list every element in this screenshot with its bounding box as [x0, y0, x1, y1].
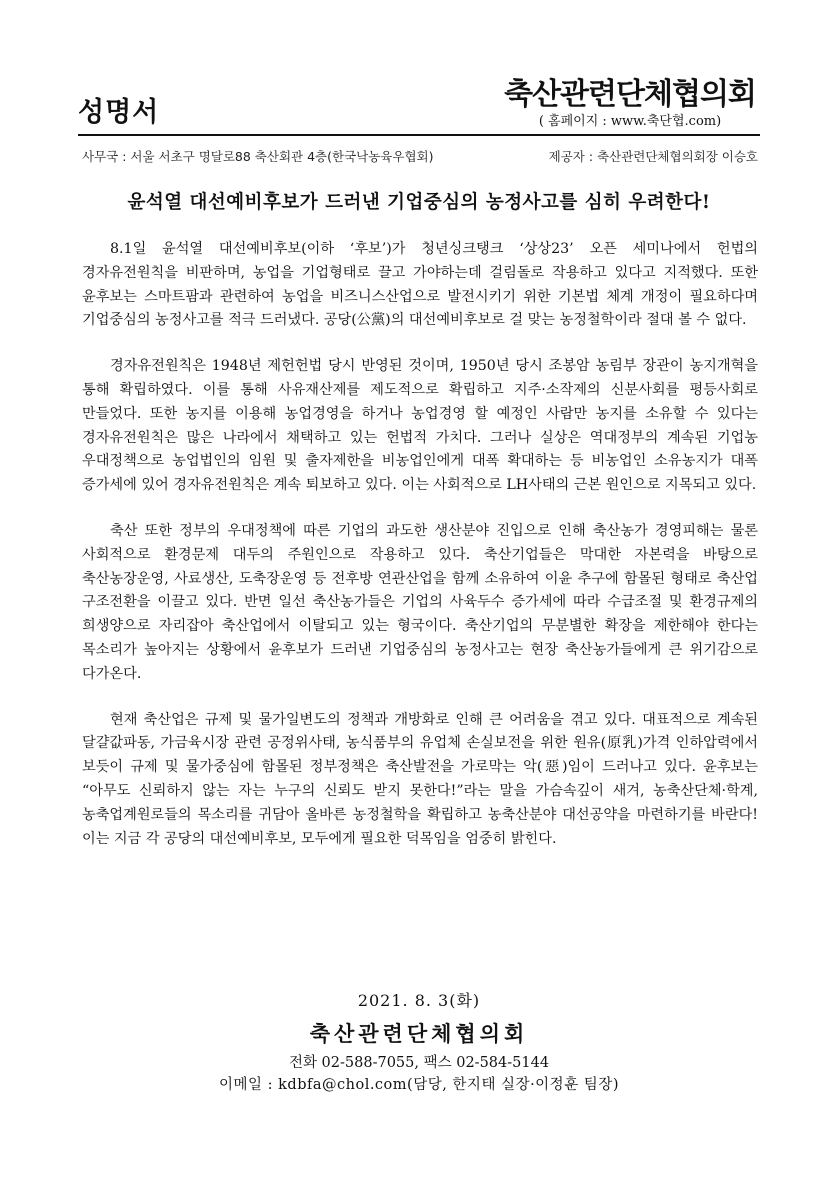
- document-header: [78, 78, 760, 134]
- signature-block: [78, 990, 760, 1095]
- paragraph-4: 현재 축산업은 규제 및 물가일변도의 정책과 개방화로 인해 큰 어려움을 겪고 있다. 대표적으로 계속된 달걀값파동, 가금육시장 관련 공정위사태, 농식품부의 유업체 손실보전을 위한 원유(原乳)가격 인하압력에서 보듯이 규제 및 물가중심에 함몰된 정부정책은 축산발전을 가로막는 악(惡)임이 드러나고 있다. 윤후보는 “아무도 신뢰하지 않는 자는 누구의 신뢰도 받지 못한다!”라는 말을 가슴속깊이 새겨, 농축산단체·학계, 농축업계원로들의 목소리를 귀담아 올바른 농정철학을 확립하고 농축산분야 대선공약을 마련하기를 바란다! 이는 지금 각 공당의 대선예비후보, 모두에게 필요한 덕목임을 엄중히 밝힌다.: [82, 711, 758, 847]
- document-type-title: 성명서: [78, 97, 160, 128]
- issuer-name: 축산관련단체협의회: [504, 77, 756, 112]
- provider-info: 제공자 : 축산관련단체협의회장 이승호: [548, 149, 758, 164]
- statement-headline: 윤석열 대선예비후보가 드러낸 기업중심의 농정사고를 심히 우려한다!: [127, 192, 711, 213]
- contact-email: 이메일 : kdbfa@chol.com(담당, 한지태 실장·이정훈 팀장): [219, 1077, 619, 1093]
- paragraph-1: 8.1일 윤석열 대선예비후보(이하 ‘후보’)가 청년싱크탱크 ‘상상23’ 오픈 세미나에서 헌법의 경자유전원칙을 비판하며, 농업을 기업형태로 끌고 가야하는데 걸림돌로 작용하고 있다고 지적했다. 또한 윤후보는 스마트팜과 관련하여 농업을 비즈니스산업으로 발전시키기 위한 기본법 체계 개정이 필요하다며 기업중심의 농정사고를 적극 드러냈다. 공당(公黨)의 대선예비후보로 걸 맞는 농정철학이라 절대 볼 수 없다.: [82, 241, 758, 329]
- signing-organization: 축산관련단체협의회: [309, 1021, 529, 1046]
- contact-phone-fax: 전화 02-588-7055, 팩스 02-584-5144: [288, 1055, 550, 1071]
- paragraph-3: 축산 또한 정부의 우대정책에 따른 기업의 과도한 생산분야 진입으로 인해 축산농가 경영피해는 물론 사회적으로 환경문제 대두의 주원인으로 작용하고 있다. 축산기업들은 막대한 자본력을 바탕으로 축산농장운영, 사료생산, 도축장운영 등 전후방 연관산업을 함께 소유하여 이윤 추구에 함몰된 형태로 축산업 구조전환을 이끌고 있다. 반면 일선 축산농가들은 기업의 사육두수 증가세에 따라 수급조절 및 환경규제의 희생양으로 자리잡아 축산업에서 이탈되고 있는 형국이다. 축산기업의 무분별한 확장을 제한해야 한다는 목소리가 높아지는 상황에서 윤후보가 드러낸 기업중심의 농정사고는 현장 축산농가들에게 큰 위기감으로 다가온다.: [82, 522, 758, 682]
- paragraph-2: 경자유전원칙은 1948년 제헌헌법 당시 반영된 것이며, 1950년 당시 조봉암 농림부 장관이 농지개혁을 통해 확립하였다. 이를 통해 사유재산제를 제도적으로 확립하고 지주·소작제의 신분사회를 평등사회로 만들었다. 또한 농지를 이용해 농업경영을 하거나 농업경영 할 예정인 사람만 농지를 소유할 수 있다는 경자유전원칙은 많은 나라에서 채택하고 있는 헌법적 가치다. 그러나 실상은 역대정부의 계속된 기업농 우대정책으로 농업법인의 임원 및 출자제한을 비농업인에게 대폭 확대하는 등 비농업인 소유농지가 대폭 증가세에 있어 경자유전원칙은 계속 퇴보하고 있다. 이는 사회적으로 LH사태의 근본 원인으로 지목되고 있다.: [82, 358, 758, 494]
- issue-date: 2021. 8. 3(화): [357, 991, 481, 1010]
- statement-body: [82, 238, 758, 873]
- header-divider: [78, 134, 760, 136]
- issuer-block: [500, 78, 760, 130]
- homepage-line: ( 홈페이지 : www.축단협.com): [538, 114, 722, 129]
- office-address: 사무국 : 서울 서초구 명달로88 축산회관 4층(한국낙농육우협회): [82, 149, 434, 164]
- issuer-meta: [82, 147, 758, 165]
